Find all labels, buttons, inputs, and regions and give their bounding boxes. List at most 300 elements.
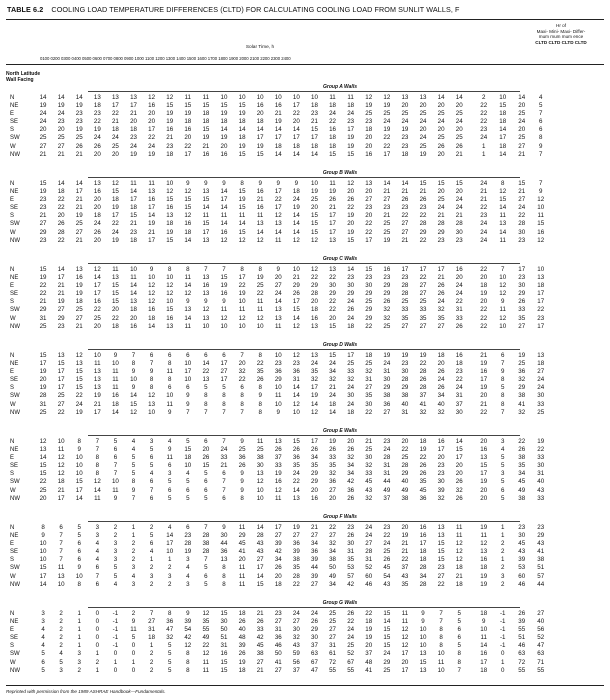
table-cell: 34	[311, 540, 318, 548]
table-cell: 5	[501, 384, 505, 392]
table-cell: 7	[240, 408, 244, 416]
table-cell: 6	[204, 572, 208, 580]
table-cell: 63	[537, 650, 545, 658]
table-cell: 13	[419, 666, 427, 674]
table-cell: 11	[112, 368, 119, 376]
table-cell: 11	[275, 236, 282, 244]
table-cell: 24	[148, 142, 156, 150]
table-cell: 6	[95, 564, 100, 572]
table-cell: 25	[365, 360, 373, 368]
table-cell: 19	[39, 274, 47, 282]
table-cell: 10	[238, 94, 246, 101]
table-cell: 18	[292, 142, 300, 150]
orientation-column	[10, 438, 20, 503]
table-cell: 22	[292, 110, 300, 118]
table-cell: 18	[130, 306, 137, 314]
table-cell: 11	[437, 658, 445, 666]
header-rule	[6, 64, 604, 65]
table-cell: 28	[292, 572, 300, 580]
table-cell: 21	[292, 274, 300, 282]
table-cell: 3	[77, 650, 81, 658]
table-cell: 14	[311, 400, 318, 408]
table-cell: 16	[148, 102, 156, 110]
table-cell: 39	[518, 556, 526, 564]
table-cell: 19	[419, 352, 427, 359]
table-cell: 33	[518, 306, 526, 314]
table-cell: 29	[365, 290, 373, 298]
table-cell: 25	[75, 220, 83, 228]
table-cell: 19	[148, 150, 156, 158]
table-cell: 21	[437, 274, 445, 282]
table-cell: 14	[93, 486, 101, 494]
table-cell: 19	[75, 126, 83, 134]
table-cell: 27	[329, 486, 336, 494]
table-cell: 7	[149, 360, 154, 368]
orientation-label: W	[10, 143, 16, 150]
table-cell: 13	[202, 188, 210, 196]
table-cell: 28	[202, 532, 210, 540]
table-cell: 17	[220, 360, 228, 368]
table-cell: 24	[292, 470, 300, 478]
table-cell: 5	[204, 564, 208, 572]
orientation-label: N	[10, 439, 15, 445]
table-cell: -1	[499, 626, 506, 634]
table-cell: 26	[274, 446, 282, 454]
table-cell: 29	[347, 290, 355, 298]
table-cell: 17	[292, 134, 300, 142]
table-cell: 12	[311, 236, 318, 244]
table-cell: 15	[437, 556, 445, 564]
table-cell: 16	[93, 298, 101, 306]
table-cell: 37	[311, 642, 318, 650]
table-cell: 23	[166, 142, 174, 150]
table-cell: 19	[480, 524, 488, 531]
table-cell: 10	[75, 454, 83, 462]
table-cell: 24	[130, 142, 137, 150]
table-cell: 17	[148, 126, 156, 134]
table-cell: 16	[111, 392, 119, 400]
table-cell: 21	[166, 134, 174, 142]
table-cell: 38	[256, 650, 264, 658]
table-cell: 9	[131, 368, 136, 376]
table-cell: 13	[480, 454, 488, 462]
table-cell: 22	[383, 532, 391, 540]
table-cell: 24	[455, 196, 463, 204]
table-cell: 18	[111, 126, 119, 134]
table-cell: 22	[329, 306, 336, 314]
table-cell: 25	[401, 110, 409, 118]
table-cell: 61	[329, 650, 336, 658]
table-cell: 17	[311, 384, 318, 392]
table-cell: 5	[131, 634, 136, 642]
table-cell: 22	[57, 408, 65, 416]
table-cell: 17	[184, 150, 192, 158]
table-cell: 20	[57, 126, 65, 134]
table-cell: 21	[455, 572, 463, 580]
table-cell: 26	[437, 282, 445, 290]
table-cell: 21	[480, 400, 488, 408]
table-cell: 23	[401, 360, 409, 368]
table-cell: 23	[437, 462, 445, 470]
table-cell: 26	[419, 470, 427, 478]
table-cell: 36	[311, 548, 318, 556]
table-cell: 14	[480, 642, 488, 650]
table-cell: 32	[292, 634, 300, 642]
table-cell: 8	[439, 634, 443, 642]
table-cell: 13	[274, 220, 282, 228]
orientation-label: NE	[10, 619, 19, 626]
table-cell: 17	[57, 384, 65, 392]
table-cell: 29	[39, 306, 47, 314]
table-cell: 20	[480, 494, 488, 502]
table-cell: 36	[292, 454, 300, 462]
table-cell: 7	[113, 462, 118, 470]
table-cell: 10	[75, 572, 83, 580]
table-cell: 18	[184, 118, 192, 126]
table-cell: 21	[455, 150, 463, 158]
table-cell: 19	[480, 290, 488, 298]
table-cell: 24	[329, 360, 336, 368]
table-row	[34, 438, 550, 446]
table-cell: 11	[202, 94, 210, 101]
table-cell: 29	[365, 306, 373, 314]
table-cell: 20	[365, 188, 373, 196]
table-row	[34, 478, 550, 486]
table-cell: 35	[292, 462, 300, 470]
table-cell: 15	[256, 580, 264, 588]
table-cell: 13	[437, 532, 445, 540]
table-cell: 12	[166, 282, 174, 290]
table-cell: 13	[537, 274, 545, 282]
table-cell: 14	[57, 94, 65, 101]
table-cell: 25	[39, 408, 47, 416]
table-cell: 27	[75, 228, 83, 236]
table-cell: 16	[419, 532, 427, 540]
latitude-line: North Latitude	[6, 71, 41, 77]
table-cell: 9	[131, 618, 136, 626]
table-cell: 13	[93, 384, 101, 392]
table-cell: 23	[518, 236, 526, 244]
table-cell: 36	[292, 540, 300, 548]
table-cell: 25	[93, 314, 101, 322]
summary-column-header	[518, 23, 604, 45]
table-cell: 20	[93, 204, 101, 212]
table-cell: 12	[256, 236, 264, 244]
table-cell: 4	[41, 626, 45, 634]
table-cell: 18	[130, 126, 137, 134]
table-cell: 20	[256, 110, 264, 118]
table-cell: 23	[274, 610, 282, 617]
table-cell: 7	[439, 610, 443, 617]
group-title: Group F Walls	[323, 514, 357, 520]
table-cell: 10	[311, 180, 318, 187]
table-cell: 19	[238, 290, 246, 298]
table-cell: 3	[95, 532, 100, 540]
table-cell: 49	[383, 486, 391, 494]
table-cell: 19	[93, 392, 101, 400]
table-cell: 15	[75, 384, 83, 392]
table-cell: 18	[166, 150, 174, 158]
table-cell: -1	[499, 642, 506, 650]
table-cell: 22	[329, 524, 336, 531]
table-cell: 21	[274, 110, 282, 118]
table-cell: 34	[437, 392, 445, 400]
table-cell: 12	[256, 478, 264, 486]
table-cell: 24	[480, 220, 488, 228]
table-cell: 3	[501, 572, 505, 580]
table-cell: 26	[518, 446, 526, 454]
table-cell: 8	[186, 650, 190, 658]
table-cell: 0	[113, 650, 118, 658]
table-cell: 12	[184, 642, 192, 650]
table-cell: 27	[274, 618, 282, 626]
table-cell: 15	[130, 400, 137, 408]
table-cell: 19	[93, 126, 101, 134]
table-cell: 17	[220, 196, 228, 204]
table-cell: 56	[537, 626, 545, 634]
table-cell: 12	[455, 548, 463, 556]
table-row	[34, 204, 550, 212]
table-cell: 9	[482, 618, 486, 626]
table-cell: 17	[401, 650, 409, 658]
table-cell: 33	[401, 306, 409, 314]
table-cell: 25	[383, 220, 391, 228]
table-cell: 32	[166, 634, 174, 642]
table-cell: 39	[274, 540, 282, 548]
table-cell: 10	[148, 274, 156, 282]
table-cell: 39	[518, 618, 526, 626]
table-cell: 25	[383, 322, 391, 330]
table-cell: 29	[518, 290, 526, 298]
table-cell: 8	[41, 524, 45, 531]
table-cell: 13	[111, 274, 119, 282]
table-cell: 26	[292, 446, 300, 454]
table-cell: 17	[93, 408, 101, 416]
table-cell: 24	[383, 118, 391, 126]
table-cell: 10	[274, 94, 282, 101]
table-cell: 21	[256, 196, 264, 204]
table-cell: 10	[480, 626, 488, 634]
group-rule	[88, 177, 520, 178]
table-cell: 36	[274, 368, 282, 376]
hour-headers: 0100 0200 0300 0400 0500 0600 0700 0800 0900 1000 1100 1200 1300 1400 1500 1600 1700 1800 1900 2000 2100 2200 2300 2400	[40, 56, 291, 61]
table-cell: 36	[166, 618, 174, 626]
table-cell: 19	[518, 352, 526, 359]
table-cell: 15	[480, 462, 488, 470]
table-cell: 38	[256, 454, 264, 462]
table-cell: 25	[256, 446, 264, 454]
table-cell: 6	[186, 524, 190, 531]
table-cell: 9	[77, 446, 81, 454]
table-cell: 43	[537, 540, 545, 548]
table-cell: 35	[419, 478, 427, 486]
table-cell: 15	[220, 658, 228, 666]
table-cell: 9	[113, 494, 118, 502]
table-cell: 15	[75, 478, 83, 486]
table-cell: 32	[437, 408, 445, 416]
table-cell: 14	[220, 188, 228, 196]
table-cell: 15	[383, 626, 391, 634]
table-cell: 11	[202, 658, 210, 666]
table-cell: 23	[437, 236, 445, 244]
table-cell: 19	[256, 274, 264, 282]
table-cell: 20	[329, 494, 336, 502]
table-cell: 14	[256, 572, 264, 580]
table-row	[34, 573, 550, 581]
table-cell: 19	[274, 470, 282, 478]
table-cell: 24	[401, 118, 409, 126]
table-cell: 22	[401, 446, 409, 454]
table-cell: 31	[365, 556, 373, 564]
table-cell: 12	[93, 478, 101, 486]
table-cell: 17	[480, 376, 488, 384]
table-cell: 25	[57, 392, 65, 400]
table-cell: 43	[256, 548, 264, 556]
table-cell: 10	[166, 548, 174, 556]
table-cell: 15	[419, 658, 427, 666]
table-cell: 3	[501, 470, 505, 478]
table-cell: 25	[365, 110, 373, 118]
table-cell: 19	[238, 196, 246, 204]
table-cell: 18	[347, 102, 355, 110]
table-cell: 39	[238, 642, 246, 650]
table-cell: 23	[274, 360, 282, 368]
table-cell: 17	[148, 236, 156, 244]
table-cell: 6	[149, 540, 154, 548]
table-cell: 55	[329, 666, 336, 674]
table-cell: 21	[57, 290, 65, 298]
table-cell: 14	[39, 580, 47, 588]
orientation-label: N	[10, 525, 15, 531]
table-cell: 25	[383, 110, 391, 118]
table-cell: 11	[401, 618, 409, 626]
table-cell: 11	[130, 274, 137, 282]
table-row	[34, 266, 550, 274]
table-cell: 16	[166, 314, 174, 322]
table-cell: 26	[518, 298, 526, 306]
table-row	[34, 532, 550, 540]
table-cell: 24	[437, 376, 445, 384]
orientation-label: SW	[10, 393, 20, 400]
table-cell: 7	[131, 352, 136, 359]
table-cell: 23	[401, 274, 409, 282]
table-cell: 28	[401, 282, 409, 290]
table-cell: 30	[347, 540, 355, 548]
group-rows	[34, 610, 550, 675]
table-cell: 8	[258, 266, 262, 273]
orientation-label: S	[10, 557, 15, 564]
table-cell: 31	[401, 408, 409, 416]
orientation-label: SW	[10, 565, 20, 572]
table-cell: 49	[329, 572, 336, 580]
table-cell: 20	[365, 212, 373, 220]
table-cell: 20	[311, 204, 318, 212]
table-cell: 9	[186, 180, 190, 187]
table-cell: 5	[457, 610, 461, 617]
orientation-label: E	[10, 455, 15, 462]
table-cell: 20	[401, 102, 409, 110]
table-cell: 18	[365, 126, 373, 134]
table-cell: 17	[274, 188, 282, 196]
table-cell: 31	[347, 548, 355, 556]
table-cell: 18	[75, 298, 83, 306]
table-cell: 24	[111, 134, 119, 142]
table-cell: 14	[455, 438, 463, 445]
table-cell: 9	[222, 524, 226, 531]
table-cell: 14	[499, 204, 507, 212]
table-cell: 28	[311, 290, 318, 298]
table-cell: 16	[256, 102, 264, 110]
table-cell: 44	[311, 564, 318, 572]
table-cell: 32	[311, 376, 318, 384]
table-cell: 26	[75, 142, 83, 150]
table-cell: 17	[419, 266, 427, 273]
table-cell: 16	[220, 150, 228, 158]
table-cell: 27	[274, 532, 282, 540]
table-cell: 18	[329, 102, 336, 110]
table-cell: 21	[311, 524, 318, 531]
table-cell: 0	[131, 642, 136, 650]
table-cell: 21	[256, 610, 264, 617]
table-cell: 21	[202, 142, 210, 150]
table-cell: 33	[220, 454, 228, 462]
table-cell: 21	[75, 150, 83, 158]
table-cell: 23	[347, 118, 355, 126]
orientation-label: SE	[10, 635, 19, 642]
group-rule	[88, 435, 520, 436]
table-cell: 27	[292, 618, 300, 626]
table-cell: 2	[77, 666, 81, 674]
table-cell: 19	[274, 118, 282, 126]
table-cell: 20	[455, 470, 463, 478]
table-cell: 10	[292, 266, 300, 273]
table-cell: 11	[112, 384, 119, 392]
table-cell: 51	[537, 564, 545, 572]
table-cell: 45	[518, 478, 526, 486]
table-cell: 19	[148, 220, 156, 228]
table-cell: 22	[292, 580, 300, 588]
table-cell: 26	[419, 196, 427, 204]
table-cell: 34	[347, 470, 355, 478]
table-cell: 27	[274, 282, 282, 290]
table-cell: 26	[437, 384, 445, 392]
table-cell: 33	[365, 470, 373, 478]
table-cell: 20	[480, 438, 488, 445]
table-cell: 14	[75, 180, 83, 187]
orientation-label: W	[10, 401, 16, 408]
table-cell: 15	[518, 180, 526, 187]
table-cell: 6	[77, 548, 81, 556]
table-cell: 22	[39, 282, 47, 290]
table-cell: 19	[184, 548, 192, 556]
table-cell: 9	[240, 470, 244, 478]
table-cell: 17	[202, 228, 210, 236]
table-cell: 9	[240, 438, 244, 445]
table-cell: 20	[437, 102, 445, 110]
table-cell: 23	[537, 524, 545, 531]
table-cell: 9	[186, 610, 190, 617]
table-cell: 15	[437, 548, 445, 556]
table-cell: 19	[365, 626, 373, 634]
table-cell: 17	[93, 290, 101, 298]
table-cell: 11	[220, 306, 228, 314]
group-rule	[88, 263, 520, 264]
table-cell: 24	[365, 524, 373, 531]
group-rule	[88, 349, 520, 350]
table-cell: 4	[131, 572, 136, 580]
table-cell: 21	[401, 188, 409, 196]
table-cell: 10	[111, 478, 119, 486]
